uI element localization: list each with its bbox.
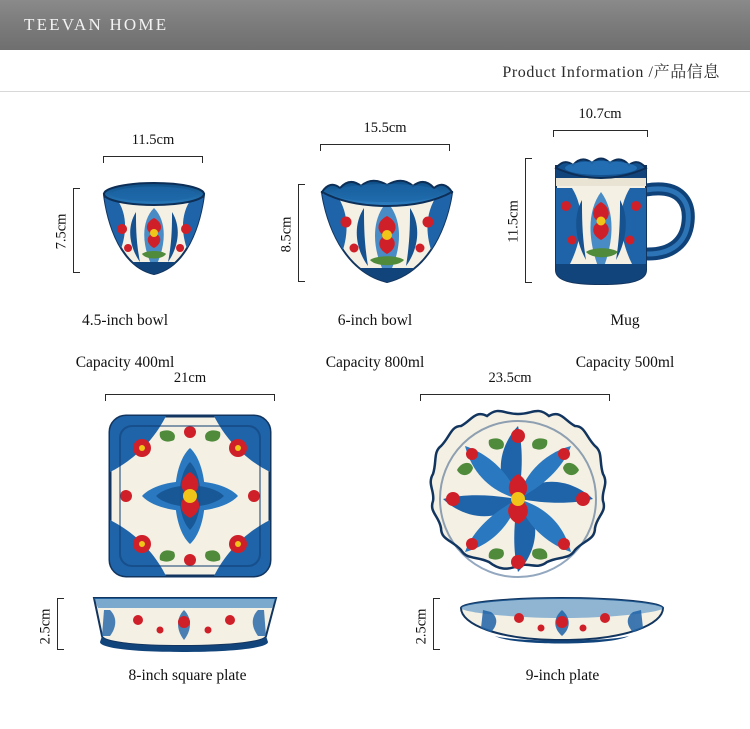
product-card-round-plate: [375, 370, 750, 700]
mug-icon: [542, 148, 702, 293]
mug-capacity: Capacity 500ml: [575, 354, 675, 371]
large-bowl-width-label: 15.5cm: [363, 120, 407, 136]
square-plate-width-label: 21cm: [173, 370, 207, 386]
product-row-top: [0, 106, 750, 371]
section-title-bar: [0, 50, 750, 92]
brand-name: TEEVAN HOME: [24, 15, 169, 34]
bowl-small-icon: [96, 178, 212, 287]
bowl-large-icon: [314, 168, 460, 295]
mug-height-label: 11.5cm: [505, 200, 522, 243]
product-card-square-plate: [0, 370, 375, 700]
small-bowl-capacity: Capacity 400ml: [75, 354, 175, 371]
round-plate-side-icon: [455, 596, 669, 657]
mug-width-label: 10.7cm: [578, 106, 622, 122]
product-card-mug: [500, 106, 750, 371]
small-bowl-width-label: 11.5cm: [131, 132, 175, 148]
square-plate-side-icon: [80, 592, 290, 659]
small-bowl-height-bracket: [73, 188, 80, 273]
large-bowl-capacity: Capacity 800ml: [325, 354, 425, 371]
square-plate-icon: [104, 410, 276, 587]
large-bowl-width-bracket: [320, 144, 450, 151]
brand-header-bar: [0, 0, 750, 50]
round-plate-name: 9-inch plate: [525, 667, 600, 684]
small-bowl-width-bracket: [103, 156, 203, 163]
round-plate-height-label: 2.5cm: [413, 608, 430, 645]
round-plate-width-bracket: [420, 394, 610, 401]
square-plate-width-bracket: [105, 394, 275, 401]
small-bowl-name: 4.5-inch bowl: [81, 312, 169, 329]
large-bowl-height-label: 8.5cm: [278, 216, 295, 253]
square-plate-name: 8-inch square plate: [128, 667, 247, 684]
round-plate-height-bracket: [433, 598, 440, 650]
product-row-bottom: [0, 370, 750, 700]
round-plate-icon: [423, 406, 613, 597]
large-bowl-height-bracket: [298, 184, 305, 282]
mug-name: Mug: [610, 312, 640, 329]
round-plate-width-label: 23.5cm: [488, 370, 532, 386]
mug-height-bracket: [525, 158, 532, 283]
small-bowl-height-label: 7.5cm: [53, 213, 70, 250]
mug-width-bracket: [553, 130, 648, 137]
product-card-large-bowl: [250, 106, 500, 371]
product-card-small-bowl: [0, 106, 250, 371]
square-plate-height-label: 2.5cm: [37, 608, 54, 645]
section-title: Product Information /产品信息: [502, 64, 720, 81]
square-plate-height-bracket: [57, 598, 64, 650]
large-bowl-name: 6-inch bowl: [337, 312, 413, 329]
